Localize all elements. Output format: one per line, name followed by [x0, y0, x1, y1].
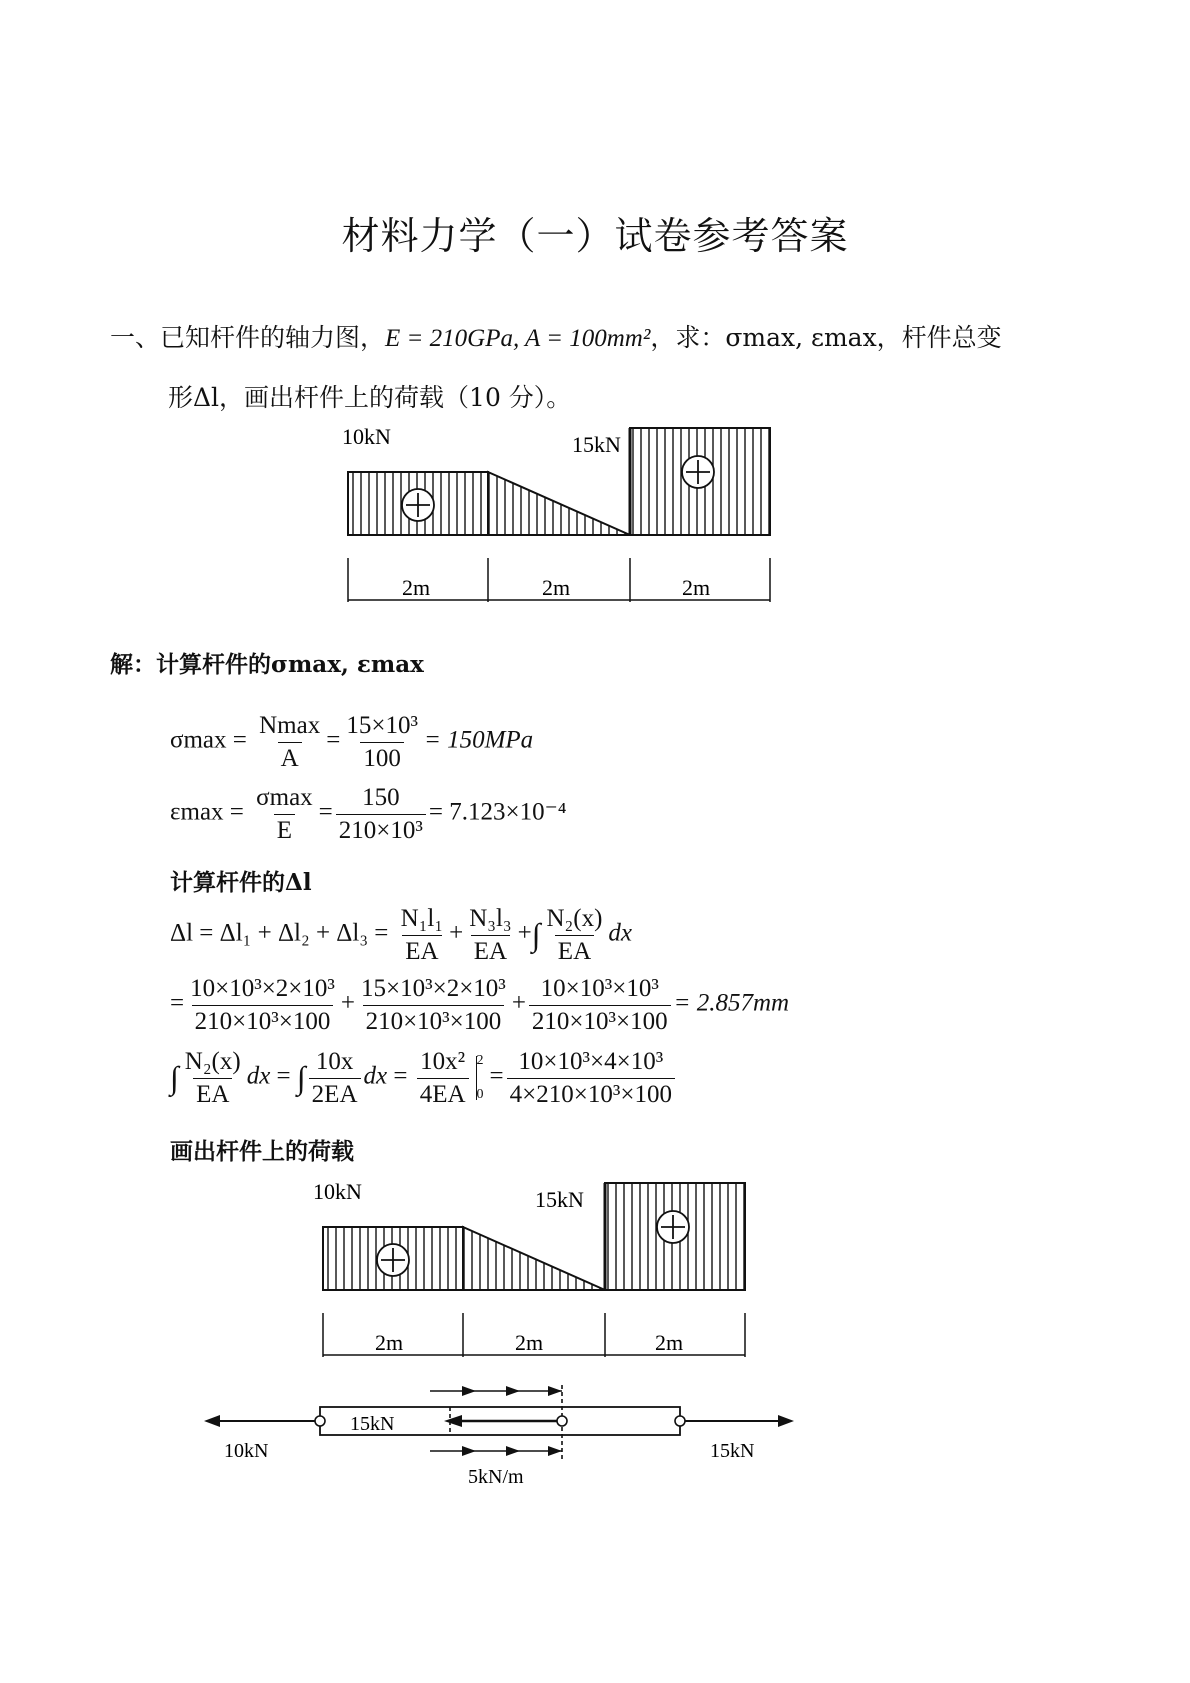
label-mid-force: 15kN: [572, 432, 621, 457]
svg-text:2m: 2m: [375, 1330, 404, 1355]
axial-force-diagram: [320, 420, 800, 620]
load-diagram: [200, 1375, 880, 1495]
svg-text:2m: 2m: [515, 1330, 544, 1355]
svg-text:2m: 2m: [655, 1330, 684, 1355]
label-left-load: 10kN: [224, 1440, 269, 1462]
label-left-force: 10kN: [342, 424, 391, 449]
integral-equation: ∫ $\frac{\text{N₂(x)}}{EA}$ dx = ∫ $\frac{10x}{2EA}$ dx = $\frac{\text{10x²}}{4EA}$ 2 0 = $\frac{\text{10×10³×4×10³}}{\text{4×210×10³×100}}$: [170, 1048, 678, 1108]
deformation-heading: 计算杆件的Δl: [170, 869, 312, 896]
question-text-pre: 已知杆件的轴力图，: [160, 323, 386, 352]
label-seg3: 2m: [682, 575, 711, 600]
question-ask: ，求：σmax, εmax，杆件总变: [650, 323, 1002, 352]
svg-text:15kN: 15kN: [535, 1187, 584, 1212]
question-number: 一、: [110, 323, 161, 352]
page-title: 材料力学（一）试卷参考答案: [341, 214, 849, 258]
svg-text:10kN: 10kN: [313, 1179, 362, 1204]
given-values: E = 210GPa, A = 100mm²: [385, 325, 651, 352]
label-right-load: 15kN: [710, 1440, 755, 1462]
label-inner-load: 15kN: [350, 1413, 395, 1435]
load-heading: 画出杆件上的荷载: [170, 1138, 354, 1165]
label-seg2: 2m: [542, 575, 571, 600]
sigma-equation: σmax = $\frac{Nmax}{A}$ = $\frac{\text{15×10³}}{100}$ = 150MPa: [170, 712, 534, 772]
force-region-2: [488, 472, 630, 535]
label-distributed-load: 5kN/m: [468, 1466, 524, 1488]
question-line-2: 形Δl，画出杆件上的荷载（10 分）。: [168, 383, 572, 412]
deformation-equation: Δl = Δl₁ + Δl₂ + Δl₃ = $\frac{\text{N₁l₁}}{EA}$ + $\frac{\text{N₃l₃}}{EA}$ +∫ $\frac{\text{N₂(x)}}{EA}$ dx: [170, 905, 633, 965]
axial-force-diagram-2: [295, 1175, 775, 1375]
strain-equation: εmax = $\frac{\sigma\max}{E}$ = $\frac{150}{\text{210×10³}}$ = 7.123×10⁻⁴: [170, 784, 567, 844]
label-seg1: 2m: [402, 575, 431, 600]
deformation-numeric: = $\frac{\text{10×10³×2×10³}}{\text{210×10³×100}}$ + $\frac{\text{15×10³×2×10³}}{\text{210×10³×100}}$ + $\frac{\text{10×10³×10³}}{\text{210×10³×100}}$ = 2.857mm: [170, 975, 790, 1035]
question-line-1: [110, 318, 1002, 354]
solution-heading: 解：计算杆件的σmax, εmax: [110, 651, 424, 678]
